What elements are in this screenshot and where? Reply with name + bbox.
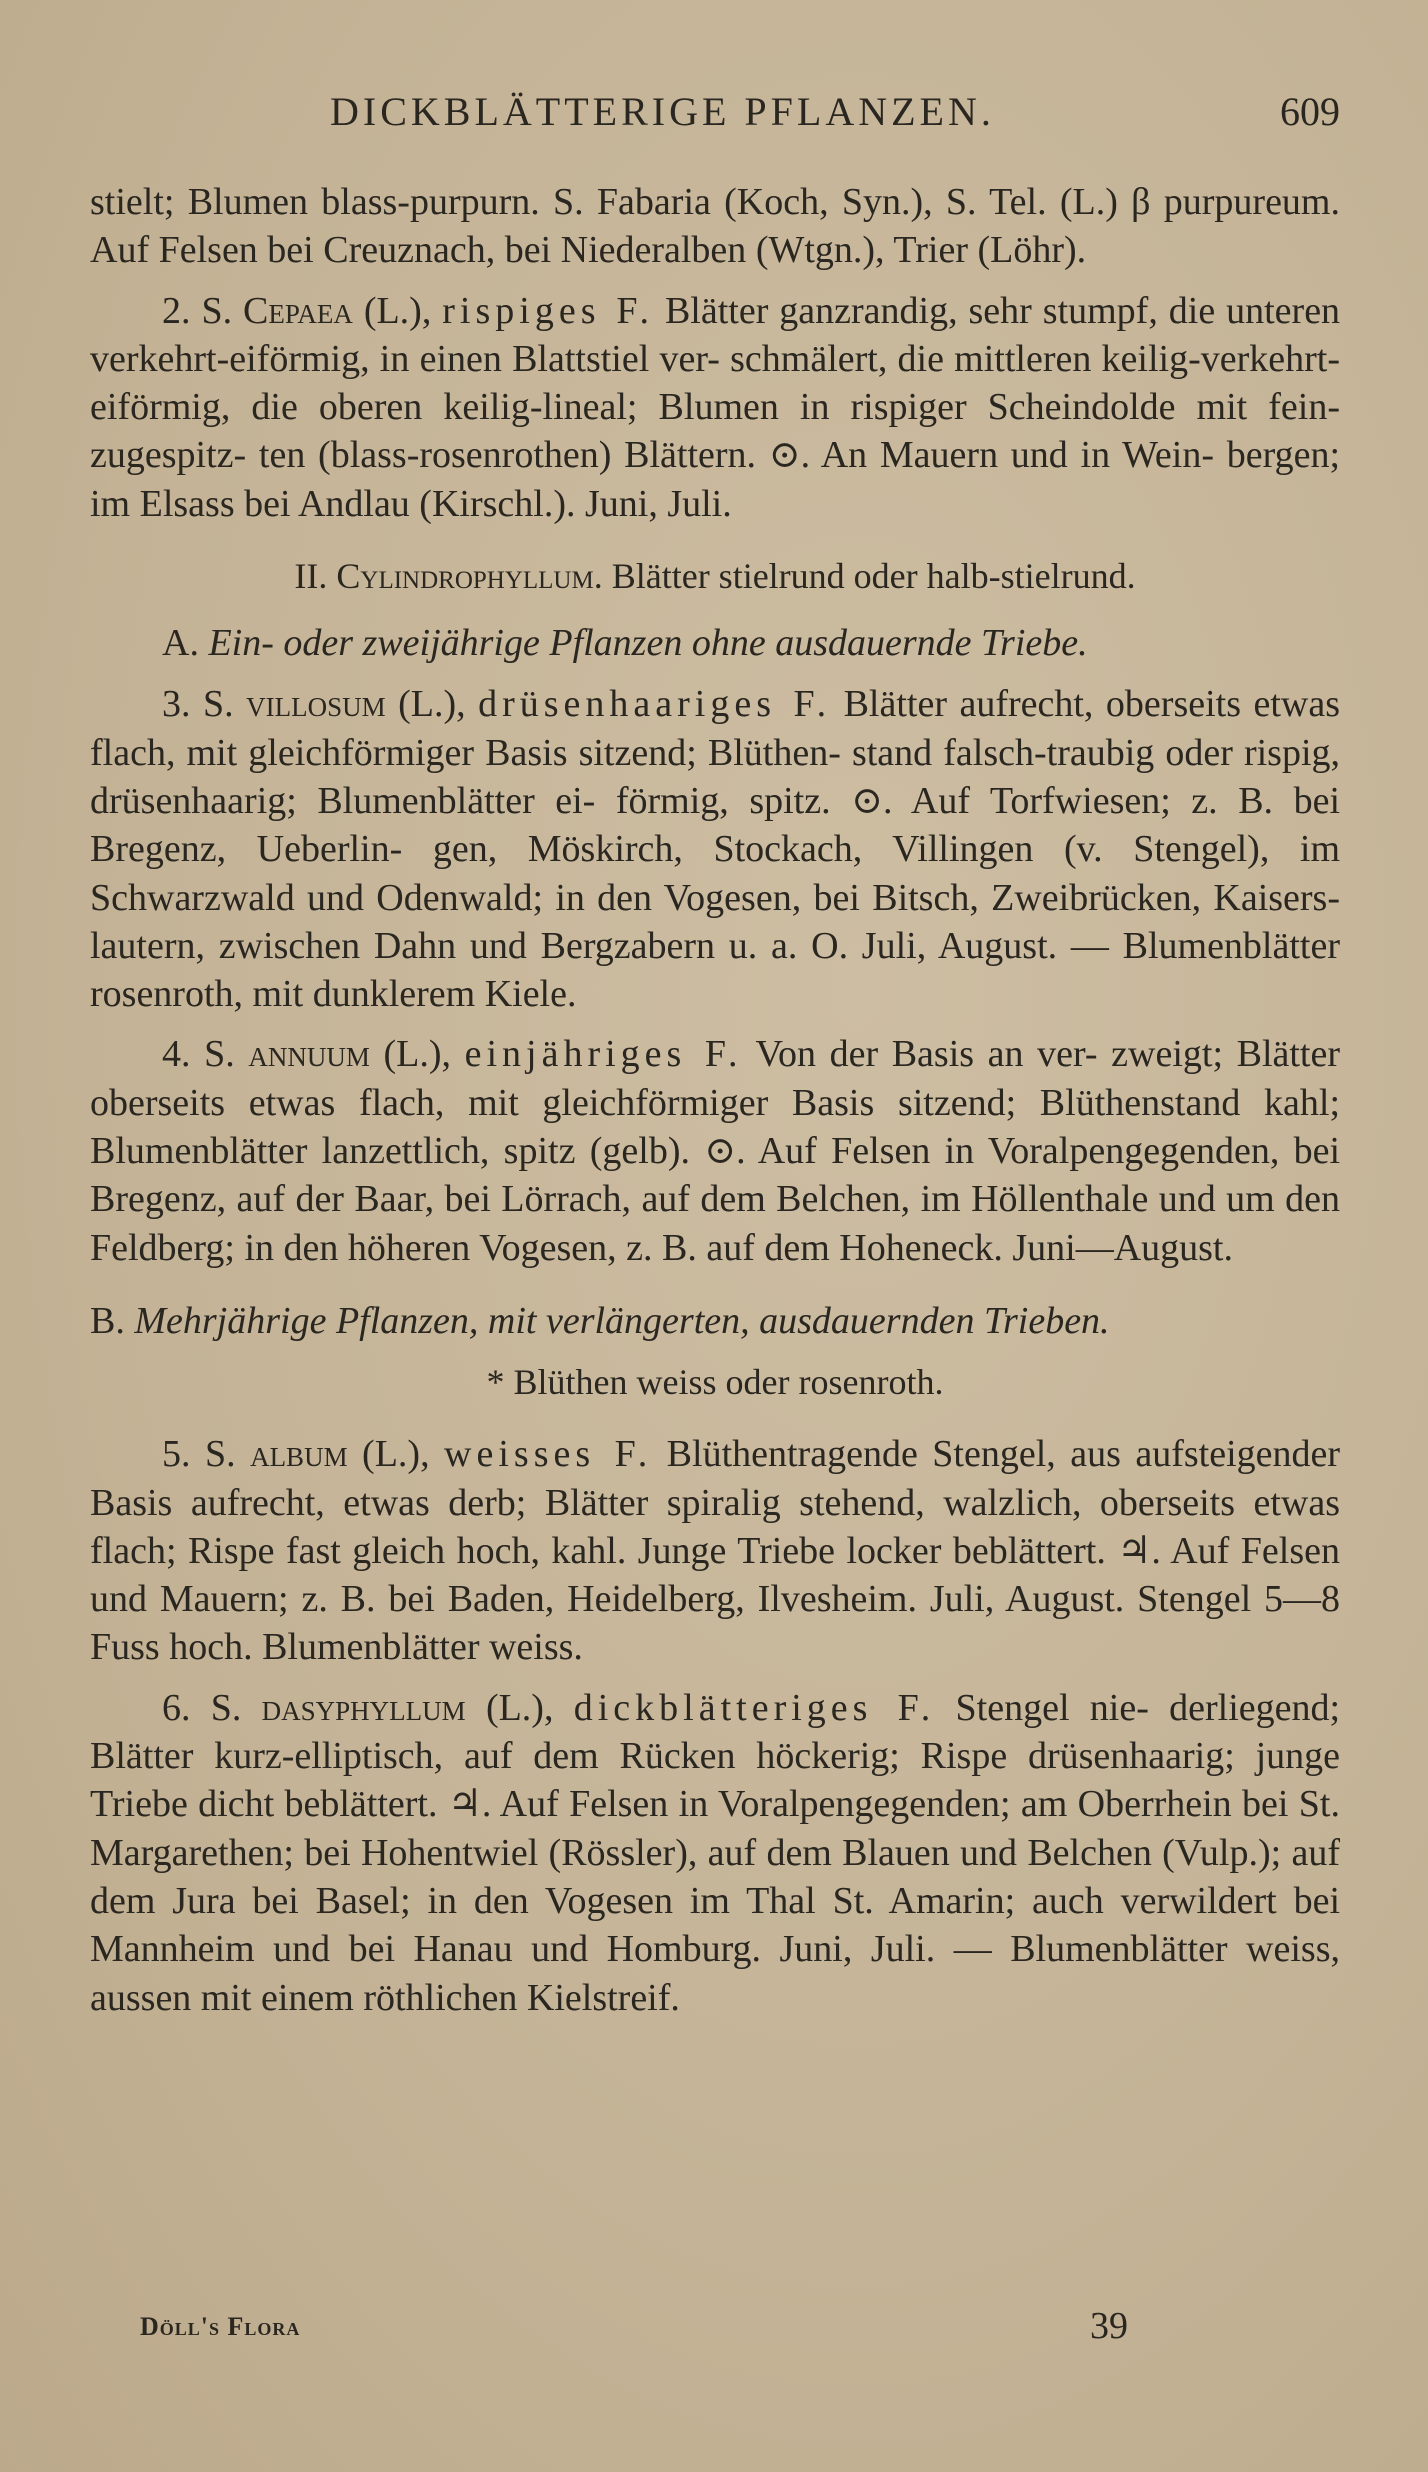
species-author: (L.), [398, 683, 466, 726]
section-heading-a: A. Ein- oder zweijährige Pflanzen ohne ausdauernde Triebe. [162, 622, 1088, 665]
species-name: S. dasyphyllum [210, 1686, 466, 1729]
species-entry-annuum: 4. S. annuum (L.), einjähriges F. Von der Basis an ver- zweigt; Blätter oberseits etwas flach, mit gleichförmiger Basis sitzend; Blüthenstand kahl; Blumenblätter lanzettlich, spitz (gelb). ⊙. Auf Felsen in Voralpengegenden, bei Bregenz, auf der Baar, bei Lörrach, auf dem Belchen, im Höllenthale und um den Feldberg; in den höheren Vogesen, z. B. auf dem Hoheneck. Juni—August. [90, 1033, 1341, 1269]
sheet-number: 39 [1090, 2305, 1128, 2347]
species-author: (L.), [362, 1433, 430, 1476]
common-name: dickblätteriges F. [573, 1686, 936, 1729]
subsection-heading: * Blüthen weiss oder rosenroth. [486, 1361, 944, 1402]
common-name: weisses F. [444, 1433, 653, 1476]
species-author: (L.), [485, 1686, 554, 1729]
entry-number: 6. [162, 1686, 191, 1729]
section-heading-ii: II. Cylindrophyllum. Blätter stielrund oder halb-stielrund. [294, 556, 1136, 597]
page-header [330, 88, 1340, 148]
common-name: einjähriges F. [464, 1033, 743, 1076]
species-name: S. Cepaea [201, 289, 353, 332]
species-author: (L.), [383, 1033, 451, 1076]
entry-number: 5. [162, 1433, 191, 1476]
species-entry-cepaea: 2. S. Cepaea (L.), rispiges F. Blätter ganzrandig, sehr stumpf, die unteren verkehrt-eiförmig, in einen Blattstiel ver- schmälert, die mittleren keilig-verkehrt-eiförmig, die oberen keilig-lineal; Blumen in rispiger Scheindolde mit fein-zugespitz- ten (blass-rosenrothen) Blättern. ⊙. An Mauern und in Wein- bergen; im Elsass bei Andlau (Kirschl.). Juni, Juli. [90, 289, 1341, 525]
common-name: drüsenhaariges F. [478, 683, 832, 726]
species-entry-villosum: 3. S. villosum (L.), drüsenhaariges F. Blätter aufrecht, oberseits etwas flach, mit gleichförmiger Basis sitzend; Blüthen- stand falsch-traubig oder rispig, drüsenhaarig; Blumenblätter ei- förmig, spitz. ⊙. Auf Torfwiesen; z. B. bei Bregenz, Ueberlin- gen, Möskirch, Stockach, Villingen (v. Stengel), im Schwarzwald und Odenwald; in den Vogesen, bei Bitsch, Zweibrücken, Kaisers- lautern, zwischen Dahn und Bergzabern u. a. O. Juli, August. — Blumenblätter rosenroth, mit dunklerem Kiele. [90, 683, 1341, 1016]
page-footer [140, 2304, 1140, 2354]
section-heading-b: B. Mehrjährige Pflanzen, mit verlängerten, ausdauernden Trieben. [90, 1299, 1110, 1342]
species-name: S. annuum [204, 1033, 370, 1076]
entry-number: 2. [162, 289, 191, 332]
species-author: (L.), [363, 289, 432, 332]
printer-signature: Döll's Flora [140, 2312, 301, 2341]
species-name: S. villosum [202, 683, 386, 726]
continuation-paragraph: stielt; Blumen blass-purpurn. S. Fabaria (Koch, Syn.), S. Tel. (L.) β purpureum. Auf Felsen bei Creuznach, bei Niederalben (Wtgn.), Trier (Löhr). [90, 181, 1340, 272]
entry-number: 4. [162, 1033, 191, 1076]
text-block [90, 178, 1340, 2022]
species-entry-dasyphyllum: 6. S. dasyphyllum (L.), dickblätteriges F. Stengel nie- derliegend; Blätter kurz-elliptisch, auf dem Rücken höckerig; Rispe drüsenhaarig; junge Triebe dicht beblättert. ♃. Auf Felsen in Voralpengegenden; am Oberrhein bei St. Margarethen; bei Hohentwiel (Rössler), auf dem Blauen und Belchen (Vulp.); auf dem Jura bei Basel; in den Vogesen im Thal St. Amarin; auch verwildert bei Mannheim und bei Hanau und Homburg. Juni, Juli. — Blumenblätter weiss, aussen mit einem röthlichen Kielstreif. [90, 1686, 1341, 2019]
common-name: rispiges F. [442, 289, 655, 332]
species-name: S. album [204, 1433, 348, 1476]
entry-number: 3. [162, 683, 191, 726]
page-number: 609 [1280, 89, 1340, 134]
species-entry-album: 5. S. album (L.), weisses F. Blüthentragende Stengel, aus aufsteigender Basis aufrecht, etwas derb; Blätter spiralig stehend, walzlich, oberseits etwas flach; Rispe fast gleich hoch, kahl. Junge Triebe locker beblättert. ♃. Auf Felsen und Mauern; z. B. bei Baden, Heidelberg, Ilvesheim. Juli, August. Stengel 5—8 Fuss hoch. Blumenblätter weiss. [90, 1433, 1341, 1669]
running-head: DICKBLÄTTERIGE PFLANZEN. [330, 89, 995, 134]
